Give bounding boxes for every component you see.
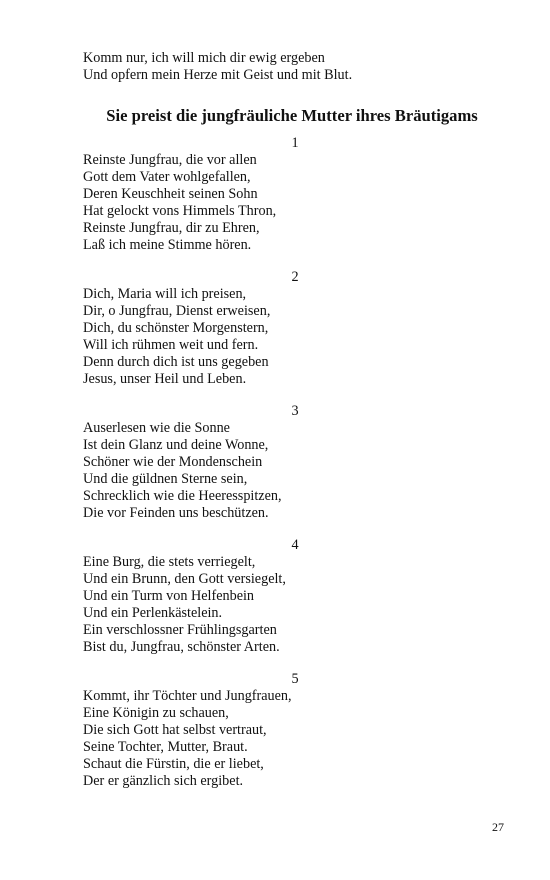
verse-line: Schöner wie der Mondenschein bbox=[83, 454, 263, 470]
verse-line: Gott dem Vater wohlgefallen, bbox=[83, 169, 251, 185]
verse-line: Jesus, unser Heil und Leben. bbox=[83, 371, 247, 387]
verse-line: Eine Königin zu schauen, bbox=[83, 705, 229, 721]
verse-line: Ein verschlossner Frühlingsgarten bbox=[83, 622, 277, 638]
verse-line: Will ich rühmen weit und fern. bbox=[83, 337, 259, 353]
verse-line: Eine Burg, die stets verriegelt, bbox=[83, 554, 256, 570]
verse-line: Dich, du schönster Morgenstern, bbox=[83, 320, 269, 336]
poem-title: Sie preist die jungfräuliche Mutter ihres Bräutigams bbox=[106, 106, 478, 125]
verse-line: Komm nur, ich will mich dir ewig ergeben bbox=[83, 50, 325, 66]
verse-line: Schrecklich wie die Heeresspitzen, bbox=[83, 488, 282, 504]
verse-line: Ist dein Glanz und deine Wonne, bbox=[83, 437, 269, 453]
stanza bbox=[83, 537, 507, 656]
stanza bbox=[83, 269, 507, 388]
page-number: 27 bbox=[492, 820, 504, 834]
verse-line: Dich, Maria will ich preisen, bbox=[83, 286, 247, 302]
verse-line: Laß ich meine Stimme hören. bbox=[83, 237, 252, 253]
verse-line: Die vor Feinden uns beschützen. bbox=[83, 505, 269, 521]
intro-verse bbox=[83, 50, 352, 84]
verse-line: Und ein Brunn, den Gott versiegelt, bbox=[83, 571, 286, 587]
verse-line: Hat gelockt vons Himmels Thron, bbox=[83, 203, 277, 219]
verse-line: Und opfern mein Herze mit Geist und mit Blut. bbox=[83, 67, 353, 83]
verse-line: Seine Tochter, Mutter, Braut. bbox=[83, 739, 248, 755]
verse-line: Deren Keuschheit seinen Sohn bbox=[83, 186, 258, 202]
stanza-number: 2 bbox=[291, 269, 299, 285]
verse-line: Schaut die Fürstin, die er liebet, bbox=[83, 756, 264, 772]
verse-line: Denn durch dich ist uns gegeben bbox=[83, 354, 269, 370]
stanza-number: 1 bbox=[291, 135, 299, 151]
stanza-number: 5 bbox=[291, 671, 299, 687]
stanza bbox=[83, 671, 507, 790]
verse-line: Der er gänzlich sich ergibet. bbox=[83, 773, 244, 789]
verse-line: Und ein Turm von Helfenbein bbox=[83, 588, 255, 604]
stanza-number: 4 bbox=[291, 537, 299, 553]
stanza bbox=[83, 135, 507, 254]
verse-line: Dir, o Jungfrau, Dienst erweisen, bbox=[83, 303, 271, 319]
verse-line: Und die güldnen Sterne sein, bbox=[83, 471, 248, 487]
verse-line: Die sich Gott hat selbst vertraut, bbox=[83, 722, 267, 738]
verse-line: Reinste Jungfrau, dir zu Ehren, bbox=[83, 220, 260, 236]
stanza bbox=[83, 403, 507, 522]
verse-line: Bist du, Jungfrau, schönster Arten. bbox=[83, 639, 280, 655]
verse-line: Und ein Perlenkästelein. bbox=[83, 605, 223, 621]
verse-line: Reinste Jungfrau, die vor allen bbox=[83, 152, 257, 168]
stanza-number: 3 bbox=[291, 403, 299, 419]
verse-line: Kommt, ihr Töchter und Jungfrauen, bbox=[83, 688, 292, 704]
verse-line: Auserlesen wie die Sonne bbox=[83, 420, 230, 436]
